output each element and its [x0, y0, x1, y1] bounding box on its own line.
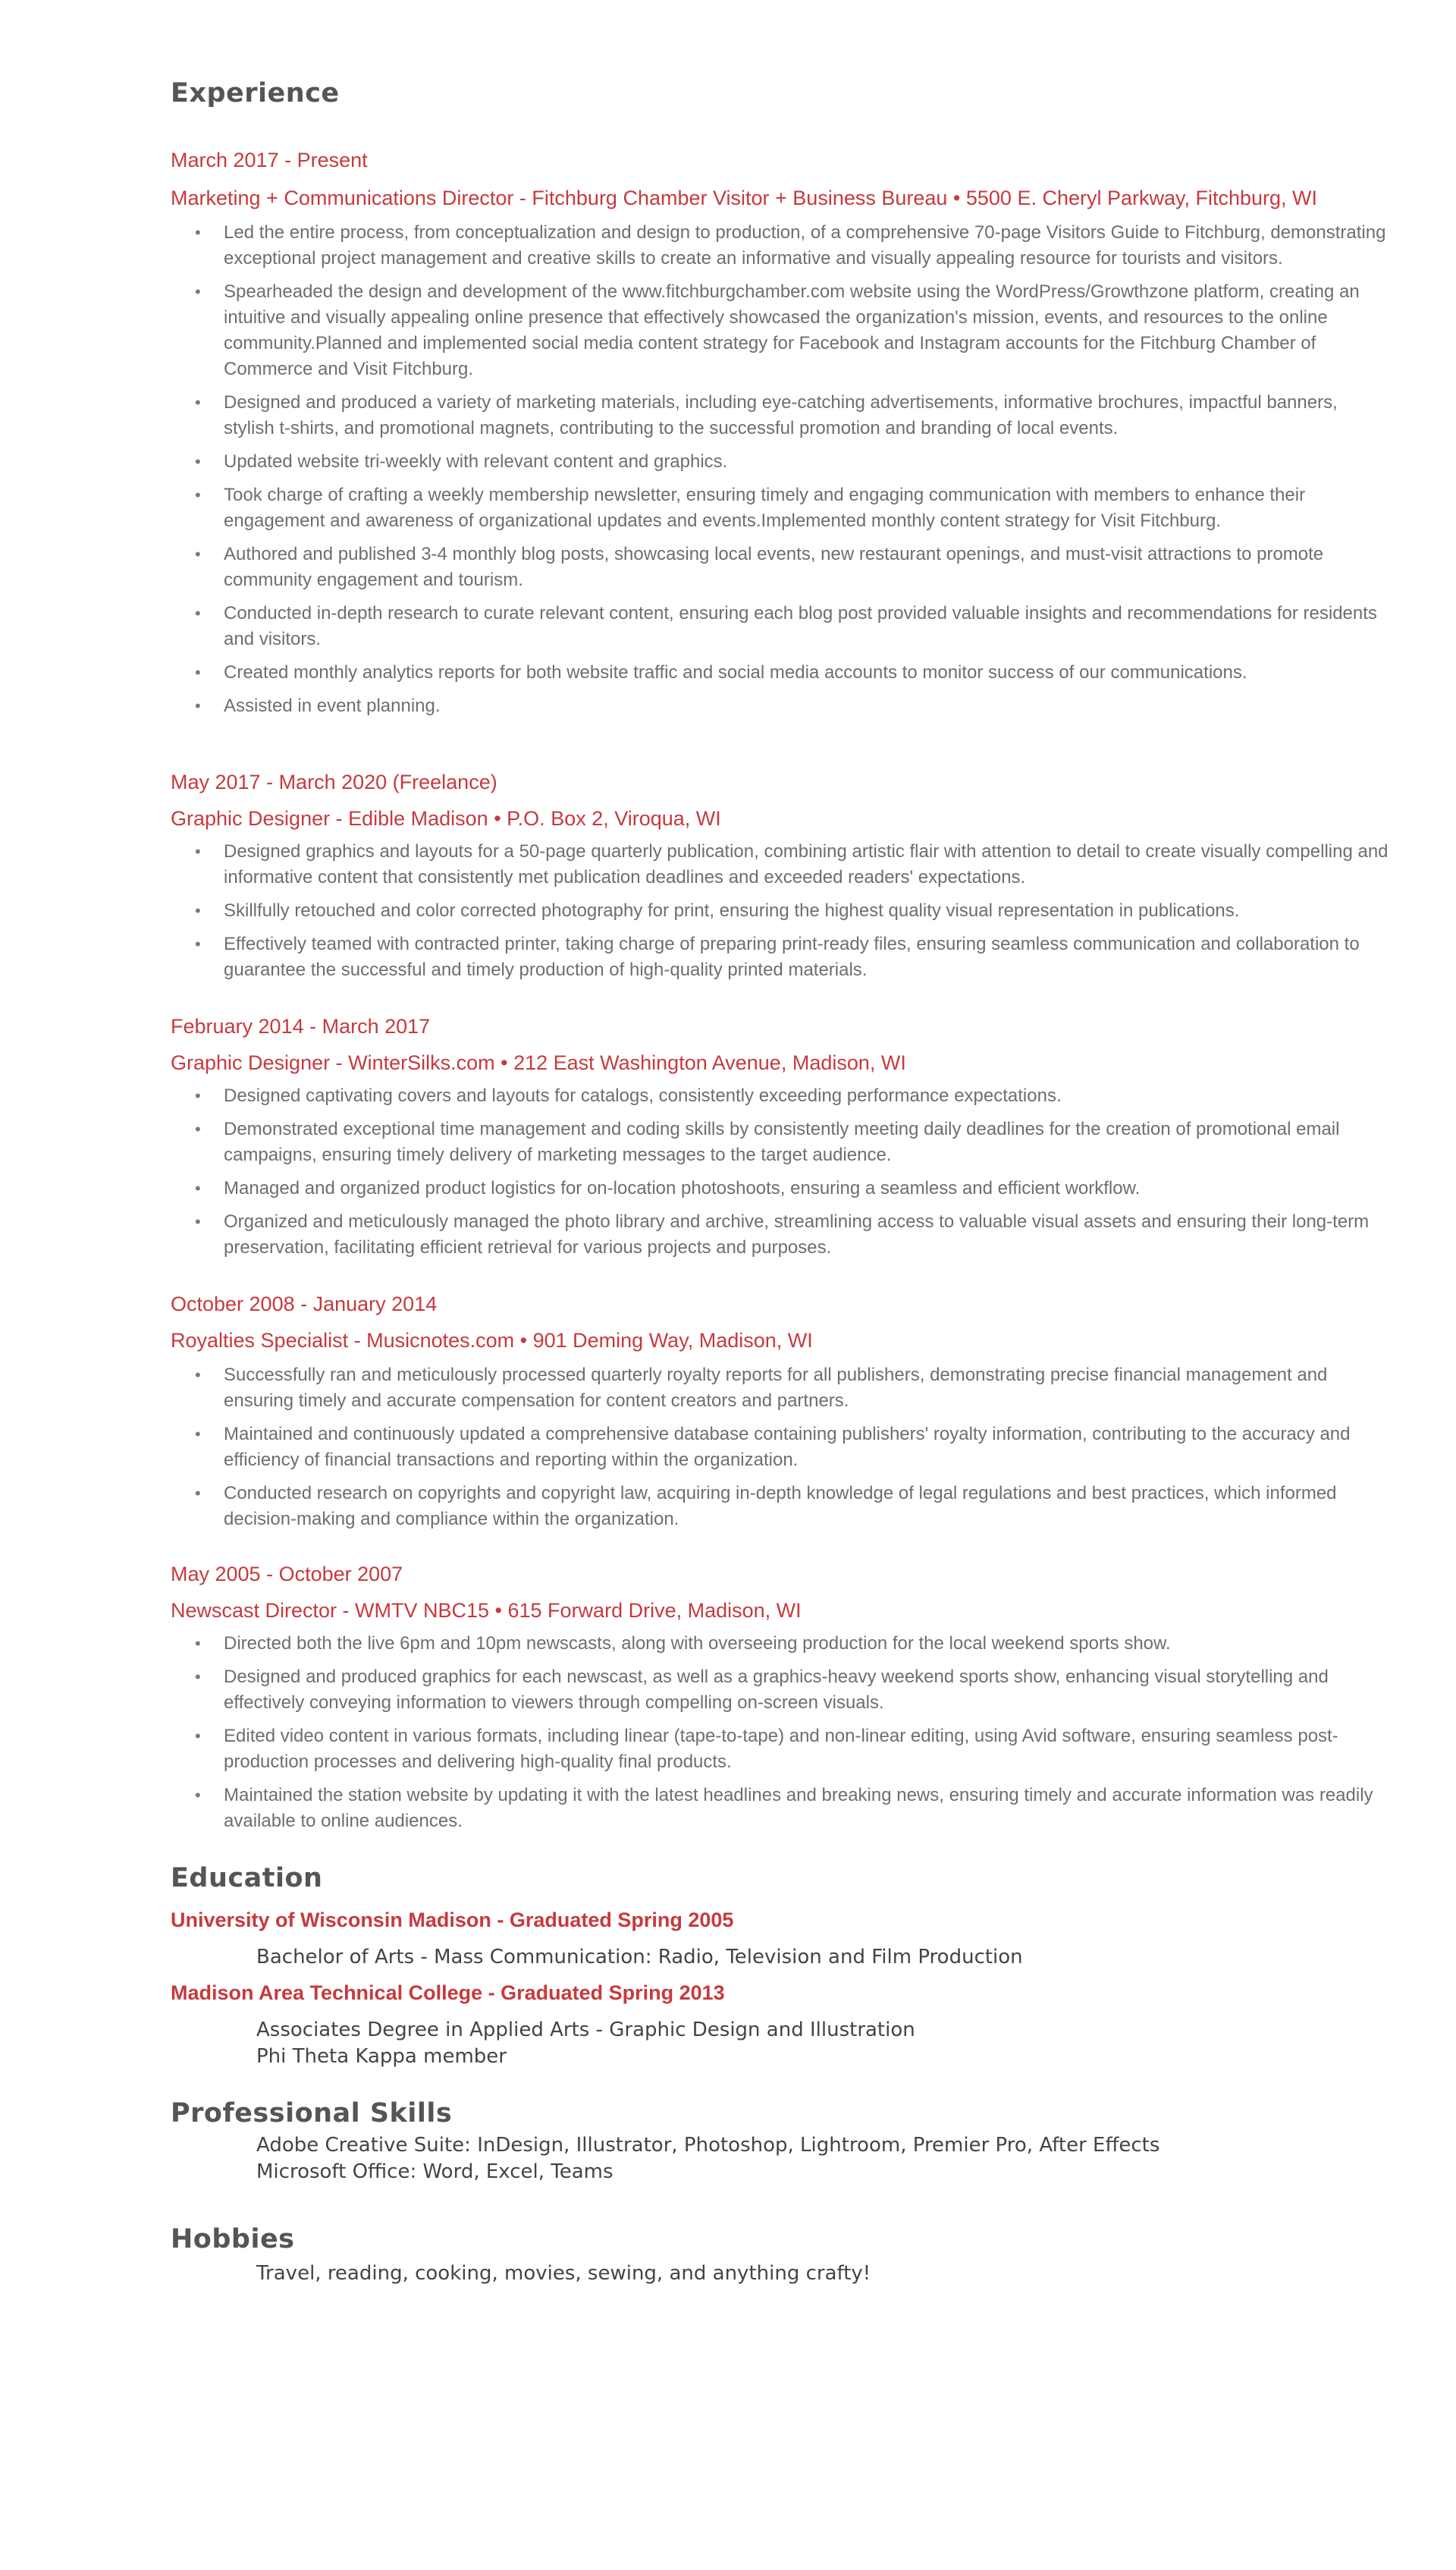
- list-item: • Skillfully retouched and color corrected photography for print, ensuring the highest quality visual representation in publications.: [171, 898, 1392, 924]
- job-dates: May 2005 - October 2007: [171, 1563, 403, 1585]
- bullet-icon: •: [195, 393, 201, 412]
- list-item: • Managed and organized product logistics for on-location photoshoots, ensuring a seamless and efficient workflow.: [171, 1176, 1392, 1202]
- job-bullets: [171, 1362, 1392, 1540]
- experience-heading: Experience: [171, 78, 340, 108]
- job-title: Graphic Designer - WinterSilks.com • 212 East Washington Avenue, Madison, WI: [171, 1051, 906, 1074]
- bullet-icon: •: [195, 1484, 201, 1503]
- bullet-icon: •: [195, 1179, 201, 1198]
- list-item: • Designed and produced graphics for each newscast, as well as a graphics-heavy weekend sports show, enhancing visual storytelling and effectively conveying information to viewers through compelling on-screen visuals.: [171, 1664, 1392, 1716]
- list-item: • Organized and meticulously managed the photo library and archive, streamlining access to valuable visual assets and ensuring their long-term preservation, facilitating efficient retrieval for various projects and purposes.: [171, 1209, 1392, 1261]
- list-item: • Maintained and continuously updated a comprehensive database containing publishers' royalty information, contributing to the accuracy and efficiency of financial transactions and reporting within the organization.: [171, 1422, 1392, 1473]
- bullet-icon: •: [195, 901, 201, 920]
- list-item: • Designed graphics and layouts for a 50-page quarterly publication, combining artistic flair with attention to detail to create visually compelling and informative content that consistently met publication deadlines and exceeded readers' expectations.: [171, 839, 1392, 891]
- job-title: Newscast Director - WMTV NBC15 • 615 Forward Drive, Madison, WI: [171, 1599, 802, 1622]
- skill-line: Adobe Creative Suite: InDesign, Illustrator, Photoshop, Lightroom, Premier Pro, After Effects: [256, 2134, 1160, 2157]
- job-bullets: [171, 1083, 1392, 1268]
- skills-heading: Professional Skills: [171, 2098, 453, 2129]
- job-dates: October 2008 - January 2014: [171, 1293, 438, 1315]
- job-dates: May 2017 - March 2020 (Freelance): [171, 771, 497, 793]
- bullet-icon: •: [195, 696, 201, 715]
- bullet-icon: •: [195, 545, 201, 564]
- job-title: Graphic Designer - Edible Madison • P.O. Box 2, Viroqua, WI: [171, 807, 721, 830]
- job-bullets: [171, 839, 1392, 991]
- bullet-icon: •: [195, 1726, 201, 1745]
- bullet-icon: •: [195, 1212, 201, 1231]
- list-item: • Took charge of crafting a weekly membership newsletter, ensuring timely and engaging communication with members to enhance their engagement and awareness of organizational updates and events.Implemented monthly content strategy for Visit Fitchburg.: [171, 482, 1392, 534]
- list-item: • Led the entire process, from conceptualization and design to production, of a comprehensive 70-page Visitors Guide to Fitchburg, demonstrating exceptional project management and creative skills to create an informative and visually appealing resource for tourists and visitors.: [171, 220, 1392, 272]
- hobby-line: Travel, reading, cooking, movies, sewing, and anything crafty!: [256, 2262, 871, 2285]
- school-name: Madison Area Technical College - Graduated Spring 2013: [171, 1981, 725, 2004]
- list-item: • Effectively teamed with contracted printer, taking charge of preparing print-ready files, ensuring seamless communication and collaboration to guarantee the successful and timely production of high-quality printed materials.: [171, 932, 1392, 983]
- degree-line: Associates Degree in Applied Arts - Graphic Design and Illustration: [256, 2019, 915, 2041]
- degree-line: Bachelor of Arts - Mass Communication: Radio, Television and Film Production: [256, 1946, 1023, 1968]
- list-item: • Maintained the station website by updating it with the latest headlines and breaking news, ensuring timely and accurate information was readily available to online audiences.: [171, 1783, 1392, 1834]
- bullet-icon: •: [195, 452, 201, 471]
- education-heading: Education: [171, 1863, 323, 1893]
- job-bullets: [171, 220, 1392, 727]
- job-dates: March 2017 - Present: [171, 149, 368, 171]
- job-bullets: [171, 1631, 1392, 1842]
- degree-line: Phi Theta Kappa member: [256, 2045, 507, 2068]
- bullet-icon: •: [195, 282, 201, 301]
- list-item: • Successfully ran and meticulously processed quarterly royalty reports for all publishers, demonstrating precise financial management and ensuring timely and accurate compensation for content creators and partners.: [171, 1362, 1392, 1414]
- bullet-icon: •: [195, 604, 201, 623]
- bullet-icon: •: [195, 1786, 201, 1805]
- bullet-icon: •: [195, 663, 201, 682]
- bullet-icon: •: [195, 1634, 201, 1653]
- job-title: Royalties Specialist - Musicnotes.com • 901 Deming Way, Madison, WI: [171, 1329, 813, 1352]
- bullet-icon: •: [195, 223, 201, 242]
- list-item: • Created monthly analytics reports for both website traffic and social media accounts to monitor success of our communications.: [171, 660, 1392, 686]
- list-item: • Conducted in-depth research to curate relevant content, ensuring each blog post provided valuable insights and recommendations for residents and visitors.: [171, 601, 1392, 652]
- bullet-icon: •: [195, 1667, 201, 1686]
- list-item: • Designed and produced a variety of marketing materials, including eye-catching advertisements, informative brochures, impactful banners, stylish t-shirts, and promotional magnets, contributing to the successful promotion and branding of local events.: [171, 390, 1392, 441]
- list-item: • Conducted research on copyrights and copyright law, acquiring in-depth knowledge of legal regulations and best practices, which informed decision-making and compliance within the organization.: [171, 1481, 1392, 1532]
- job-title: Marketing + Communications Director - Fitchburg Chamber Visitor + Business Bureau • 5500 E. Cheryl Parkway, Fitchburg, WI: [171, 187, 1318, 209]
- list-item: • Authored and published 3-4 monthly blog posts, showcasing local events, new restaurant openings, and must-visit attractions to promote community engagement and tourism.: [171, 542, 1392, 593]
- list-item: • Designed captivating covers and layouts for catalogs, consistently exceeding performance expectations.: [171, 1083, 1392, 1109]
- bullet-icon: •: [195, 842, 201, 861]
- hobbies-heading: Hobbies: [171, 2224, 295, 2254]
- job-dates: February 2014 - March 2017: [171, 1015, 431, 1038]
- bullet-icon: •: [195, 935, 201, 954]
- list-item: • Assisted in event planning.: [171, 693, 1392, 719]
- bullet-icon: •: [195, 485, 201, 504]
- bullet-icon: •: [195, 1086, 201, 1105]
- list-item: • Spearheaded the design and development of the www.fitchburgchamber.com website using the WordPress/Growthzone platform, creating an intuitive and visually appealing online presence that effectively showcased the organization's mission, events, and resources to the online community.Planned and implemented social media content strategy for Facebook and Instagram accounts for the Fitchburg Chamber of Commerce and Visit Fitchburg.: [171, 279, 1392, 382]
- skill-line: Microsoft Office: Word, Excel, Teams: [256, 2160, 613, 2183]
- list-item: • Updated website tri-weekly with relevant content and graphics.: [171, 449, 1392, 475]
- list-item: • Edited video content in various formats, including linear (tape-to-tape) and non-linear editing, using Avid software, ensuring seamless post-production processes and delivering high-quality final products.: [171, 1723, 1392, 1775]
- list-item: • Directed both the live 6pm and 10pm newscasts, along with overseeing production for the local weekend sports show.: [171, 1631, 1392, 1657]
- list-item: • Demonstrated exceptional time management and coding skills by consistently meeting daily deadlines for the creation of promotional email campaigns, ensuring timely delivery of marketing messages to the target audience.: [171, 1117, 1392, 1168]
- bullet-icon: •: [195, 1425, 201, 1444]
- school-name: University of Wisconsin Madison - Graduated Spring 2005: [171, 1909, 734, 1931]
- bullet-icon: •: [195, 1120, 201, 1139]
- bullet-icon: •: [195, 1365, 201, 1384]
